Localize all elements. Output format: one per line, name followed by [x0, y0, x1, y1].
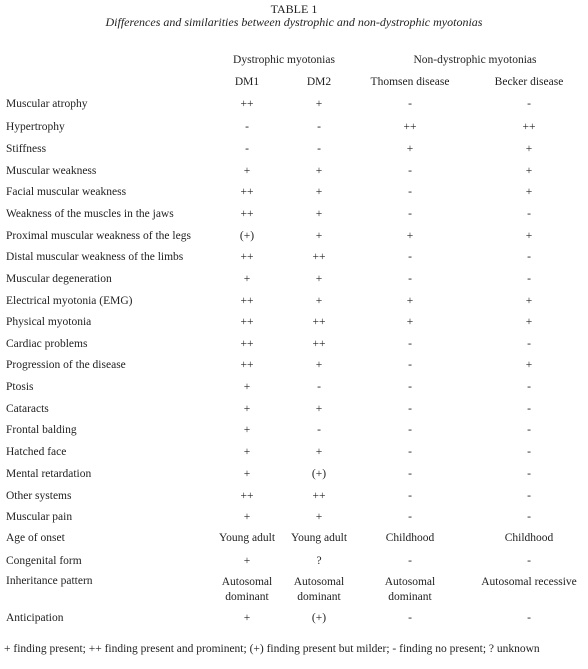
- table-cell: ++: [240, 338, 254, 350]
- table-cell: +: [315, 165, 323, 177]
- table-cell: +: [406, 143, 414, 155]
- table-row: [0, 381, 588, 399]
- table-cell: +: [315, 511, 323, 523]
- table-cell: +: [243, 273, 251, 285]
- table-cell: +: [315, 98, 323, 110]
- table-cell: ++: [240, 316, 254, 328]
- table-cell: -: [408, 251, 412, 263]
- table-row: [0, 295, 588, 313]
- table-cell: ++: [240, 251, 254, 263]
- row-label: Cataracts: [6, 403, 49, 415]
- table-row: [0, 446, 588, 464]
- table-cell: -: [408, 468, 412, 480]
- table-cell: +: [525, 316, 533, 328]
- table-cell: -: [408, 359, 412, 371]
- table-cell: Autosomal recessive: [481, 576, 577, 588]
- table-cell: +: [406, 316, 414, 328]
- table-cell: -: [408, 490, 412, 502]
- table-cell: +: [243, 555, 251, 567]
- row-label: Weakness of the muscles in the jaws: [6, 208, 174, 220]
- row-label: Stiffness: [6, 143, 47, 155]
- table-cell: Young adult: [218, 532, 276, 544]
- table-subtitle: Differences and similarities between dystrophic and non-dystrophic myotonias: [105, 15, 483, 29]
- row-label: Physical myotonia: [6, 316, 92, 328]
- row-label: Muscular atrophy: [6, 98, 88, 110]
- table-row: [0, 468, 588, 486]
- row-label: Progression of the disease: [6, 359, 126, 371]
- table-cell: Autosomal dominant: [293, 576, 345, 603]
- row-label: Anticipation: [6, 612, 64, 624]
- table-cell: ++: [312, 338, 326, 350]
- row-label: Mental retardation: [6, 468, 92, 480]
- table-cell: -: [527, 612, 531, 624]
- row-label: Ptosis: [6, 381, 34, 393]
- table-row: [0, 230, 588, 248]
- table-cell: +: [525, 295, 533, 307]
- row-label: Electrical myotonia (EMG): [6, 295, 133, 307]
- table-cell: ?: [316, 555, 322, 567]
- row-label: Muscular pain: [6, 511, 73, 523]
- table-row: [0, 612, 588, 630]
- table-cell: ++: [312, 316, 326, 328]
- table-cell: +: [525, 230, 533, 242]
- row-label: Hatched face: [6, 446, 67, 458]
- table-cell: -: [408, 612, 412, 624]
- table-cell: -: [317, 424, 321, 436]
- table-row: [0, 338, 588, 356]
- table-cell: (+): [311, 468, 327, 480]
- row-label: Age of onset: [6, 532, 65, 544]
- table-cell: -: [527, 511, 531, 523]
- table-cell: Autosomal dominant: [221, 576, 273, 603]
- table-cell: -: [527, 338, 531, 350]
- table-cell: -: [527, 555, 531, 567]
- table-cell: +: [243, 612, 251, 624]
- table-row: [0, 121, 588, 139]
- table-cell: +: [315, 403, 323, 415]
- table-cell: +: [243, 446, 251, 458]
- group-header-dystrophic: Dystrophic myotonias: [233, 54, 335, 66]
- table-cell: -: [408, 403, 412, 415]
- table-cell: ++: [240, 490, 254, 502]
- column-header-dm2: DM2: [306, 76, 332, 88]
- table-cell: -: [408, 186, 412, 198]
- row-label: Muscular degeneration: [6, 273, 112, 285]
- row-label: Facial muscular weakness: [6, 186, 127, 198]
- table-cell: -: [408, 381, 412, 393]
- table-cell: Childhood: [385, 532, 435, 544]
- row-label: Inheritance pattern: [6, 575, 93, 587]
- table-cell: -: [408, 273, 412, 285]
- table-cell: -: [245, 143, 249, 155]
- table-cell: Childhood: [504, 532, 554, 544]
- row-label: Other systems: [6, 490, 72, 502]
- table-row: [0, 273, 588, 291]
- table-cell: -: [408, 338, 412, 350]
- table-cell: +: [315, 359, 323, 371]
- table-row: [0, 555, 588, 573]
- table-row: [0, 186, 588, 204]
- table-cell: -: [408, 424, 412, 436]
- table-title: TABLE 1: [270, 2, 318, 16]
- table-footnote: + finding present; ++ finding present and prominent; (+) finding present but milder; - finding no present; ? unknown: [4, 643, 540, 655]
- table-row: [0, 251, 588, 269]
- row-label: Muscular weakness: [6, 165, 97, 177]
- table-cell: -: [317, 121, 321, 133]
- table-cell: +: [406, 295, 414, 307]
- table-cell: ++: [522, 121, 536, 133]
- table-cell: -: [245, 121, 249, 133]
- table-cell: -: [317, 143, 321, 155]
- table-cell: Autosomal dominant: [384, 576, 436, 603]
- table-cell: (+): [239, 230, 255, 242]
- table-cell: +: [315, 230, 323, 242]
- table-cell: +: [315, 208, 323, 220]
- table-cell: +: [243, 424, 251, 436]
- table-cell: ++: [240, 186, 254, 198]
- table-row: [0, 511, 588, 529]
- table-cell: ++: [240, 98, 254, 110]
- table-cell: +: [243, 381, 251, 393]
- column-header-thomsen: Thomsen disease: [370, 76, 450, 88]
- table-row: [0, 208, 588, 226]
- table-cell: ++: [240, 359, 254, 371]
- table-cell: -: [527, 98, 531, 110]
- table-cell: +: [315, 273, 323, 285]
- table-cell: +: [315, 446, 323, 458]
- table-cell: -: [317, 381, 321, 393]
- table-cell: +: [525, 359, 533, 371]
- column-header-dm1: DM1: [234, 76, 260, 88]
- table-cell: -: [408, 208, 412, 220]
- table-cell: +: [525, 165, 533, 177]
- table-cell: -: [408, 165, 412, 177]
- table-cell: -: [527, 490, 531, 502]
- table-row: [0, 575, 588, 605]
- table-cell: +: [243, 403, 251, 415]
- table-row: [0, 143, 588, 161]
- table-cell: ++: [312, 251, 326, 263]
- table-cell: -: [408, 511, 412, 523]
- table-row: [0, 165, 588, 183]
- table-cell: ++: [403, 121, 417, 133]
- table-cell: ++: [312, 490, 326, 502]
- row-label: Frontal balding: [6, 424, 77, 436]
- table-cell: -: [527, 446, 531, 458]
- table-cell: -: [527, 273, 531, 285]
- table-row: [0, 403, 588, 421]
- row-label: Congenital form: [6, 555, 82, 567]
- column-header-becker: Becker disease: [494, 76, 564, 88]
- table-cell: -: [527, 403, 531, 415]
- table-cell: -: [408, 98, 412, 110]
- table-cell: ++: [240, 208, 254, 220]
- table-cell: +: [406, 230, 414, 242]
- table-cell: +: [243, 468, 251, 480]
- table-cell: +: [525, 143, 533, 155]
- table-row: [0, 359, 588, 377]
- table-cell: -: [408, 446, 412, 458]
- table-cell: (+): [311, 612, 327, 624]
- table-cell: +: [315, 295, 323, 307]
- table-row: [0, 98, 588, 116]
- row-label: Hypertrophy: [6, 121, 65, 133]
- table-cell: +: [315, 186, 323, 198]
- row-label: Cardiac problems: [6, 338, 88, 350]
- table-cell: -: [527, 208, 531, 220]
- table-cell: -: [408, 555, 412, 567]
- group-header-non-dystrophic: Non-dystrophic myotonias: [413, 54, 537, 66]
- table-cell: -: [527, 468, 531, 480]
- table-cell: Young adult: [290, 532, 348, 544]
- table-row: [0, 424, 588, 442]
- table-cell: +: [525, 186, 533, 198]
- table-cell: +: [243, 165, 251, 177]
- table-cell: -: [527, 424, 531, 436]
- table-row: [0, 316, 588, 334]
- table-cell: ++: [240, 295, 254, 307]
- row-label: Proximal muscular weakness of the legs: [6, 230, 191, 242]
- table-cell: -: [527, 381, 531, 393]
- table-cell: +: [243, 511, 251, 523]
- table-row: [0, 490, 588, 508]
- table-row: [0, 532, 588, 550]
- table-cell: -: [527, 251, 531, 263]
- row-label: Distal muscular weakness of the limbs: [6, 251, 184, 263]
